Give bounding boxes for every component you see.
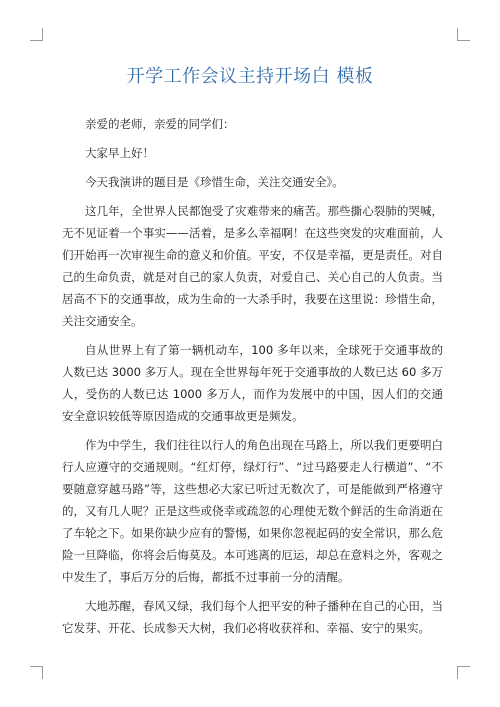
topic-paragraph: 今天我演讲的题目是《珍惜生命，关注交通安全》。 xyxy=(85,175,344,189)
body-paragraph: 自从世界上有了第一辆机动车，100 多年以来，全球死于交通事故的人数已达 3000 多万人。现在全世界每年死于交通事故的人数已达 60 多万人，受伤的人数已达 1000 多万人，而作为发展中的中国，因人们的交通安全意识较低等原因造成的交通事故更是频发。 xyxy=(62,343,443,423)
body-paragraph: 作为中学生，我们往往以行人的角色出现在马路上，所以我们更要明白行人应遵守的交通规则。“红灯停，绿灯行”、“过马路要走人行横道”、“不要随意穿越马路”等，这些想必大家已听过无数次了，可是能做到严格遵守的，又有几人呢？正是这些或侥幸或疏忽的心理使无数个鲜活的生命消逝在了车轮之下。如果你缺少应有的警惕，如果你忽视起码的安全常识，那么危险一旦降临，你将会后悔莫及。本可逃离的厄运，却总在意料之外，客观之中发生了，事后万分的后悔，都抵不过事前一分的清醒。 xyxy=(62,438,443,584)
crop-mark-top-right xyxy=(457,28,470,41)
greeting-paragraph: 大家早上好！ xyxy=(85,146,154,160)
closing-paragraph: 大地苏醒，春风又绿，我们每个人把平安的种子播种在自己的心田，当它发芽、开花、长成参天大树，我们必将收获祥和、幸福、安宁的果实。 xyxy=(62,599,443,635)
crop-mark-bottom-right xyxy=(457,666,470,679)
body-paragraph: 这几年，全世界人民都饱受了灾难带来的痛苦。那些撕心裂肺的哭喊，无不见证着一个事实——活着，是多么幸福啊！在这些突发的灾难面前，人们开始再一次审视生命的意义和价值。平安，不仅是幸福，更是责任。对自己的生命负责，就是对自己的家人负责，对爱自己、关心自己的人负责。当居高不下的交通事故，成为生命的一大杀手时，我要在这里说：珍惜生命，关注交通安全。 xyxy=(62,204,443,328)
document-title: 开学工作会议主持开场白 模板 xyxy=(126,66,374,87)
document-body xyxy=(62,113,443,646)
crop-mark-bottom-left xyxy=(30,666,43,679)
salutation-paragraph: 亲爱的老师，亲爱的同学们： xyxy=(85,117,235,131)
crop-mark-top-left xyxy=(30,28,43,41)
